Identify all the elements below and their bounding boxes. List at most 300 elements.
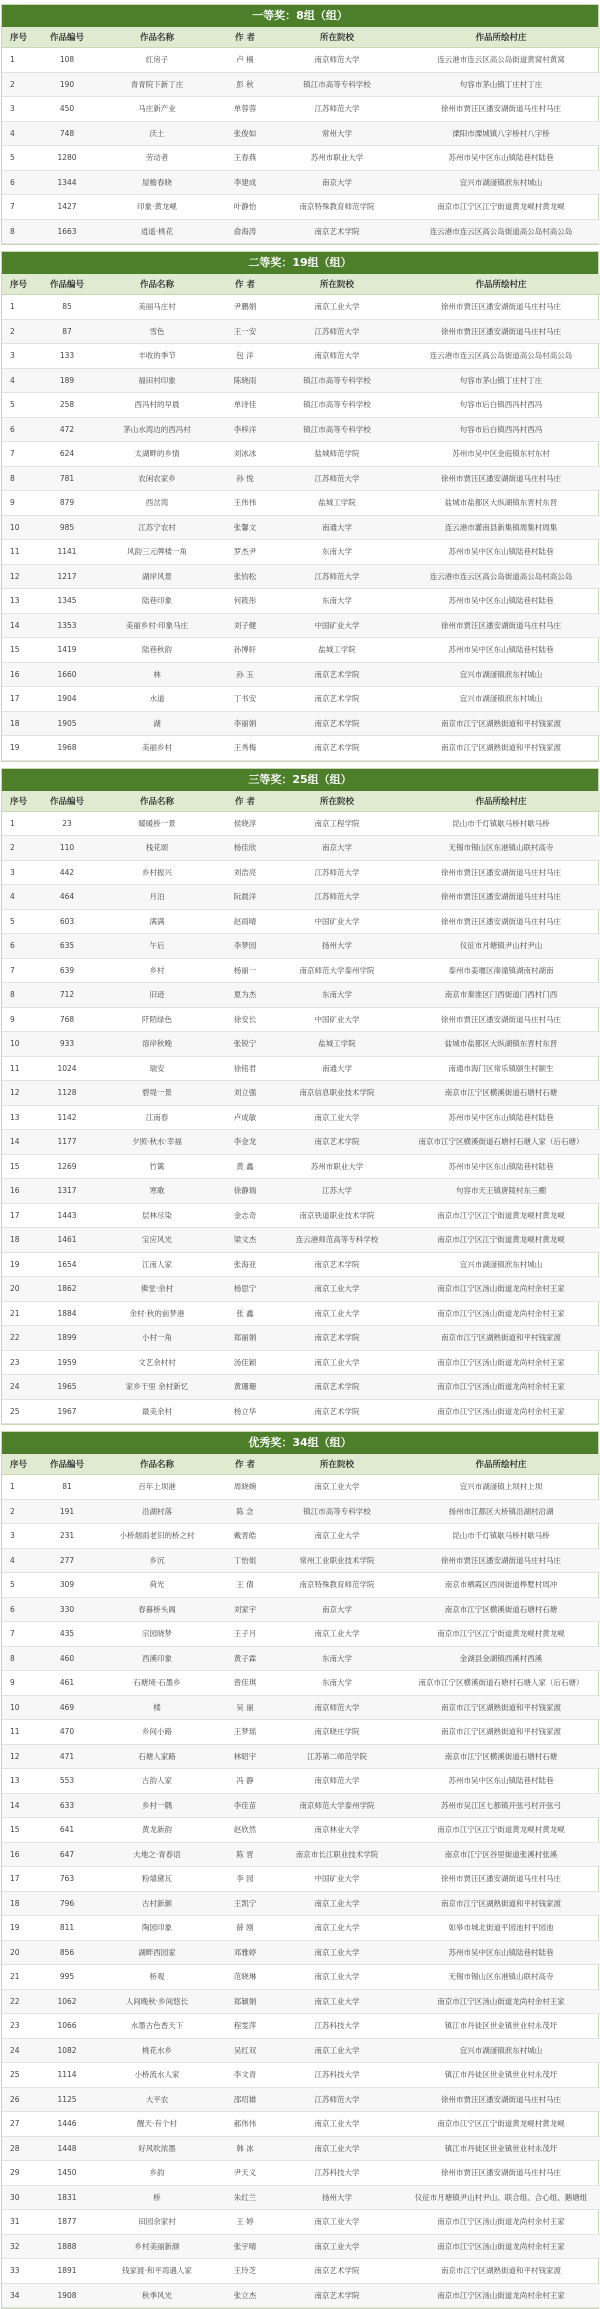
table-cell: 镇江市高等专科学校 [272, 1499, 402, 1524]
table-cell: 盐城市盐都区大纵湖镇东晋村东晋 [402, 491, 600, 516]
table-cell: 1448 [38, 2136, 96, 2161]
table-cell: 南京师范大学泰州学院 [272, 1793, 402, 1818]
table-cell: 472 [38, 417, 96, 442]
table-cell: 句容市后白镇西冯村西冯 [402, 393, 600, 418]
table-cell: 刘立强 [218, 1081, 272, 1106]
table-cell: 南京大学 [272, 836, 402, 861]
table-cell: 阡陌绿色 [96, 1007, 218, 1032]
table-cell: 1427 [38, 195, 96, 220]
table-cell: 苏州市吴中区东山镇陆巷村陆巷 [402, 1105, 600, 1130]
table-row [2, 540, 600, 565]
table-cell: 南京市江宁区湖熟街道和平村钱家渡 [402, 1891, 600, 1916]
table-cell: 南京工业大学 [272, 1916, 402, 1941]
column-header: 序号 [2, 274, 38, 295]
table-cell: 最美余村 [96, 1399, 218, 1424]
section-title: 一等奖：8组（组） [2, 5, 598, 27]
table-cell: 中国矿业大学 [272, 1007, 402, 1032]
table-cell: 南京工业大学 [272, 1891, 402, 1916]
table-cell: 1862 [38, 1277, 96, 1302]
table-cell: 连云港市连云区高公岛街道高公岛村高公岛 [402, 564, 600, 589]
table-cell: 191 [38, 1499, 96, 1524]
table-cell: 2 [2, 319, 38, 344]
table-cell: 王子月 [218, 1622, 272, 1647]
table-cell: 南京市江宁区湖熟街道和平村钱家渡 [402, 2259, 600, 2284]
table-cell: 13 [2, 589, 38, 614]
table-row [2, 466, 600, 491]
table-cell: 仪征市月塘镇尹山村尹山 [402, 934, 600, 959]
table-cell: 乡沉 [96, 1548, 218, 1573]
table-cell: 8 [2, 219, 38, 244]
table-cell: 34 [2, 2283, 38, 2308]
table-cell: 22 [2, 1989, 38, 2014]
table-header-row [2, 791, 600, 812]
table-cell: 南京市江宁区汤山街道龙尚村余村王家 [402, 1277, 600, 1302]
table-cell: 单诗佳 [218, 393, 272, 418]
table-cell: 14 [2, 613, 38, 638]
table-cell: 190 [38, 72, 96, 97]
table-cell: 13 [2, 1769, 38, 1794]
table-cell: 江南春 [96, 1105, 218, 1130]
table-cell: 南京艺术学院 [272, 711, 402, 736]
table-cell: 宜兴市湖滏镇洑东村城山 [402, 662, 600, 687]
table-cell: 宜兴市湖滏镇上坝村上坝 [402, 1475, 600, 1500]
table-row [2, 638, 600, 663]
table-cell: 杨立华 [218, 1399, 272, 1424]
table-row [2, 417, 600, 442]
table-cell: 如皋市城北街道平园池村平园池 [402, 1916, 600, 1941]
table-cell: 西溪印象 [96, 1646, 218, 1671]
table-cell: 人间晚秋·乡间悠长 [96, 1989, 218, 2014]
table-cell: 仪征市月塘镇尹山村尹山、联合组、合心组、鹅塘组 [402, 2185, 600, 2210]
table-cell: 旧迹 [96, 983, 218, 1008]
table-cell: 陆巷秋韵 [96, 638, 218, 663]
table-cell: 杨佳欣 [218, 836, 272, 861]
table-cell: 扬州大学 [272, 934, 402, 959]
table-cell: 32 [2, 2234, 38, 2259]
table-cell: 南京艺术学院 [272, 1399, 402, 1424]
table-cell: 王秀梅 [218, 736, 272, 761]
table-cell: 1446 [38, 2112, 96, 2137]
table-row [2, 564, 600, 589]
table-cell: 330 [38, 1597, 96, 1622]
table-row [2, 2112, 600, 2137]
table-cell: 23 [2, 1350, 38, 1375]
table-row [2, 1179, 600, 1204]
table-cell: 沃土 [96, 121, 218, 146]
table-row [2, 295, 600, 320]
table-row [2, 1842, 600, 1867]
table-cell: 宜兴市湖滏镇洑东村城山 [402, 1252, 600, 1277]
table-cell: 李 园 [218, 1867, 272, 1892]
table-cell: 镇江市高等专科学校 [272, 393, 402, 418]
table-cell: 乡间小路 [96, 1720, 218, 1745]
table-row [2, 1375, 600, 1400]
table-row [2, 368, 600, 393]
table-row [2, 909, 600, 934]
table-cell: 南京工业大学 [272, 1277, 402, 1302]
table-row [2, 1130, 600, 1155]
award-section [1, 4, 599, 245]
table-cell: 乡韵 [96, 2161, 218, 2186]
table-cell: 江苏师范大学 [272, 860, 402, 885]
table-cell: 余村·秋的前梦港 [96, 1301, 218, 1326]
table-cell: 639 [38, 958, 96, 983]
table-cell: 家乡干里 余村新忆 [96, 1375, 218, 1400]
table-cell: 南京师范大学 [272, 1769, 402, 1794]
table-cell: 南京市长江职业技术学院 [272, 1842, 402, 1867]
table-cell: 江苏第二师范学院 [272, 1744, 402, 1769]
table-cell: 雪色 [96, 319, 218, 344]
table-cell: 南京市江宁区汤山街道龙尚村余村王家 [402, 1350, 600, 1375]
table-cell: 南京艺术学院 [272, 736, 402, 761]
column-header: 作 者 [218, 27, 272, 48]
table-cell: 王凯宁 [218, 1891, 272, 1916]
table-cell: 3 [2, 860, 38, 885]
table-cell: 460 [38, 1646, 96, 1671]
table-cell: 1114 [38, 2063, 96, 2088]
table-cell: 邵绍雄 [218, 2087, 272, 2112]
table-cell: 连云港市连云区高公岛街道高公岛村高公岛 [402, 219, 600, 244]
table-cell: 南通市海门区常乐镇颐生村颐生 [402, 1056, 600, 1081]
table-cell: 李佳苗 [218, 1793, 272, 1818]
table-cell: 江苏师范大学 [272, 2087, 402, 2112]
table-cell: 瑞安 [96, 1056, 218, 1081]
table-cell: 18 [2, 1891, 38, 1916]
table-cell: 南京特殊教育师范学院 [272, 195, 402, 220]
table-cell: 水墨古色香天下 [96, 2014, 218, 2039]
table-cell: 8 [2, 466, 38, 491]
table-row [2, 1154, 600, 1179]
table-cell: 9 [2, 491, 38, 516]
table-row [2, 2234, 600, 2259]
table-cell: 金湖县金湖镇西溪村西溪 [402, 1646, 600, 1671]
table-cell: 1967 [38, 1399, 96, 1424]
table-cell: 1908 [38, 2283, 96, 2308]
table-cell: 25 [2, 1399, 38, 1424]
table-cell: 1419 [38, 638, 96, 663]
column-header: 作 者 [218, 791, 272, 812]
table-cell: 夏为杰 [218, 983, 272, 1008]
table-cell: 南京市江宁区汤山街道龙尚村余村王家 [402, 1989, 600, 2014]
table-cell: 东南大学 [272, 1671, 402, 1696]
table-cell: 杨丽一 [218, 958, 272, 983]
table-cell: 沿湖村落 [96, 1499, 218, 1524]
table-cell: 彭 秋 [218, 72, 272, 97]
table-cell: 陈 念 [218, 1499, 272, 1524]
table-cell: 东南大学 [272, 983, 402, 1008]
table-cell: 午后 [96, 934, 218, 959]
table-cell: 江苏师范大学 [272, 564, 402, 589]
table-cell: 435 [38, 1622, 96, 1647]
column-header: 作品编号 [38, 791, 96, 812]
table-cell: 包 洋 [218, 344, 272, 369]
column-header: 所在院校 [272, 1454, 402, 1475]
table-row [2, 1793, 600, 1818]
table-cell: 15 [2, 1818, 38, 1843]
table-cell: 南京市江宁区汤山街道龙尚村余村王家 [402, 2210, 600, 2235]
table-cell: 竹篱 [96, 1154, 218, 1179]
table-cell: 茅山水湾边的西冯村 [96, 417, 218, 442]
column-header: 作 者 [218, 1454, 272, 1475]
table-cell: 丁书安 [218, 687, 272, 712]
table-cell: 5 [2, 393, 38, 418]
table-cell: 陶园印象 [96, 1916, 218, 1941]
section-title: 三等奖：25组（组） [2, 769, 598, 791]
table-cell: 杨思宁 [218, 1277, 272, 1302]
column-header: 作品所绘村庄 [402, 791, 600, 812]
table-cell: 1142 [38, 1105, 96, 1130]
table-cell: 寒歌 [96, 1179, 218, 1204]
table-cell: 刘家宇 [218, 1597, 272, 1622]
table-cell: 16 [2, 1179, 38, 1204]
table-row [2, 97, 600, 122]
table-cell: 3 [2, 97, 38, 122]
table-cell: 16 [2, 662, 38, 687]
table-cell: 南京特殊教育师范学院 [272, 1573, 402, 1598]
table-row [2, 1326, 600, 1351]
table-cell: 江苏师范大学 [272, 97, 402, 122]
table-cell: 南京师范大学 [272, 344, 402, 369]
table-cell: 133 [38, 344, 96, 369]
table-cell: 镇江市高等专科学校 [272, 368, 402, 393]
table-cell: 1877 [38, 2210, 96, 2235]
table-row [2, 2087, 600, 2112]
table-cell: 87 [38, 319, 96, 344]
table-cell: 苏州市吴中区东山镇陆巷村陆巷 [402, 1154, 600, 1179]
table-cell: 扬州市江都区大桥镇沿湖村沿湖 [402, 1499, 600, 1524]
table-cell: 1345 [38, 589, 96, 614]
table-cell: 郑颖娟 [218, 1989, 272, 2014]
table-row [2, 1499, 600, 1524]
table-cell: 徐州市贾汪区潘安湖街道马庄村马庄 [402, 1867, 600, 1892]
table-cell: 宝应风光 [96, 1228, 218, 1253]
award-section [1, 768, 599, 1426]
table-cell: 徐州市贾汪区潘安湖街道马庄村马庄 [402, 2087, 600, 2112]
table-row [2, 1475, 600, 1500]
table-cell: 盐城市盐都区大纵湖镇东晋村东晋 [402, 1032, 600, 1057]
column-header: 序号 [2, 27, 38, 48]
table-cell: 徐安长 [218, 1007, 272, 1032]
table-header-row [2, 274, 600, 295]
table-cell: 南京市江宁区湖熟街道和平村钱家渡 [402, 1326, 600, 1351]
table-cell: 风韵三元牌楼一角 [96, 540, 218, 565]
table-cell: 995 [38, 1965, 96, 1990]
table-cell: 张馨文 [218, 515, 272, 540]
column-header: 作品名称 [96, 274, 218, 295]
table-cell: 16 [2, 1842, 38, 1867]
table-cell: 21 [2, 1301, 38, 1326]
table-row [2, 195, 600, 220]
table-cell: 南京工业大学 [272, 2234, 402, 2259]
table-cell: 1660 [38, 662, 96, 687]
table-cell: 韩 冰 [218, 2136, 272, 2161]
table-row [2, 2210, 600, 2235]
table-cell: 大地之·青春语 [96, 1842, 218, 1867]
table-cell: 7 [2, 1622, 38, 1647]
table-cell: 东南大学 [272, 589, 402, 614]
table-cell: 南京工业大学 [272, 2210, 402, 2235]
table-cell: 768 [38, 1007, 96, 1032]
table-cell: 6 [2, 1597, 38, 1622]
table-cell: 湖 [96, 711, 218, 736]
table-cell: 句容市后白镇西冯村西冯 [402, 417, 600, 442]
table-row [2, 1965, 600, 1990]
table-cell: 南通大学 [272, 1056, 402, 1081]
table-cell: 1317 [38, 1179, 96, 1204]
table-cell: 镇江市高等专科学校 [272, 417, 402, 442]
table-cell: 20 [2, 1940, 38, 1965]
table-cell: 红房子 [96, 48, 218, 73]
table-cell: 徐州市贾汪区潘安湖街道马庄村马庄 [402, 613, 600, 638]
table-row [2, 958, 600, 983]
table-cell: 暖暖桥一景 [96, 811, 218, 836]
table-cell: 春暮桥头阁 [96, 1597, 218, 1622]
table-cell: 田园余家村 [96, 2210, 218, 2235]
column-header: 作 者 [218, 274, 272, 295]
table-cell: 江南人家 [96, 1252, 218, 1277]
table-row [2, 1548, 600, 1573]
table-cell: 1177 [38, 1130, 96, 1155]
table-cell: 徐州市贾汪区潘安湖街道马庄村马庄 [402, 2161, 600, 2186]
table-cell: 桥 [96, 2185, 218, 2210]
table-cell: 赵欣然 [218, 1818, 272, 1843]
table-cell: 4 [2, 885, 38, 910]
column-header: 所在院校 [272, 791, 402, 812]
table-cell: 江苏宁农村 [96, 515, 218, 540]
table-cell: 宜兴市湖滏镇洑东村城山 [402, 170, 600, 195]
table-cell: 溶岸秋晚 [96, 1032, 218, 1057]
table-cell: 黄珊珊 [218, 1375, 272, 1400]
table-cell: 南京工业大学 [272, 295, 402, 320]
table-cell: 南京艺术学院 [272, 2259, 402, 2284]
table-cell: 范晓琳 [218, 1965, 272, 1990]
table-cell: 南京工业大学 [272, 1965, 402, 1990]
table-cell: 南京市江宁区湖熟街道和平村钱家渡 [402, 1695, 600, 1720]
table-cell: 徐州市贾汪区潘安湖街道马庄村马庄 [402, 860, 600, 885]
table-row [2, 170, 600, 195]
table-cell: 633 [38, 1793, 96, 1818]
table-cell: 盐城工学院 [272, 1032, 402, 1057]
table-row [2, 687, 600, 712]
table-cell: 15 [2, 1154, 38, 1179]
table-cell: 南京市江宁区江宁街道黄龙岘村黄龙岘 [402, 195, 600, 220]
table-header-row [2, 27, 600, 48]
table-cell: 85 [38, 295, 96, 320]
table-cell: 盐城工学院 [272, 638, 402, 663]
table-cell: 屋檐春晓 [96, 170, 218, 195]
table-row [2, 1524, 600, 1549]
table-cell: 南京林业大学 [272, 1818, 402, 1843]
table-cell: 百年上坝港 [96, 1475, 218, 1500]
table-cell: 1 [2, 48, 38, 73]
section-title: 优秀奖：34组（组） [2, 1432, 598, 1454]
table-cell: 徐静瑞 [218, 1179, 272, 1204]
table-cell: 曾佳琪 [218, 1671, 272, 1696]
table-cell: 王梦瑶 [218, 1720, 272, 1745]
table-cell: 夕照·秋水·幸福 [96, 1130, 218, 1155]
table-cell: 23 [2, 2014, 38, 2039]
table-cell: 薛 刚 [218, 1916, 272, 1941]
table-cell: 句容市天王镇唐陵村东三棚 [402, 1179, 600, 1204]
table-cell: 美丽乡村·印象马庄 [96, 613, 218, 638]
table-row [2, 1916, 600, 1941]
table-cell: 南京市江宁区横溪街道石塘村石塘 [402, 1081, 600, 1106]
table-cell: 朱红兰 [218, 2185, 272, 2210]
table-cell: 1654 [38, 1252, 96, 1277]
table-row [2, 146, 600, 171]
table-cell: 南京工业大学 [272, 2038, 402, 2063]
table-cell: 西岔湾 [96, 491, 218, 516]
table-cell: 陈晓雨 [218, 368, 272, 393]
table-cell: 31 [2, 2210, 38, 2235]
table-cell: 李梦园 [218, 934, 272, 959]
table-cell: 南京大学 [272, 1597, 402, 1622]
table-cell: 4 [2, 368, 38, 393]
table-row [2, 2014, 600, 2039]
table-row [2, 1301, 600, 1326]
table-cell: 张宇晴 [218, 2234, 272, 2259]
table-cell: 1899 [38, 1326, 96, 1351]
table-cell: 1 [2, 811, 38, 836]
table-cell: 无锡市锡山区东港镇山联村高寺 [402, 836, 600, 861]
table-row [2, 491, 600, 516]
table-cell: 22 [2, 1326, 38, 1351]
table-cell: 尹天义 [218, 2161, 272, 2186]
table-row [2, 344, 600, 369]
table-cell: 层林尽染 [96, 1203, 218, 1228]
table-cell: 盐城师范学院 [272, 442, 402, 467]
table-cell: 10 [2, 515, 38, 540]
table-cell: 佛堂·余村 [96, 1277, 218, 1302]
table-cell: 1904 [38, 687, 96, 712]
table-cell: 苏州市职业大学 [272, 146, 402, 171]
table-cell: 吴红双 [218, 2038, 272, 2063]
table-cell: 中国矿业大学 [272, 613, 402, 638]
table-cell: 30 [2, 2185, 38, 2210]
table-cell: 王一安 [218, 319, 272, 344]
table-cell: 17 [2, 1203, 38, 1228]
table-cell: 19 [2, 1252, 38, 1277]
table-cell: 江苏师范大学 [272, 885, 402, 910]
table-cell: 3 [2, 1524, 38, 1549]
table-cell: 南京师范大学 [272, 48, 402, 73]
table-row [2, 1081, 600, 1106]
table-cell: 徐铭君 [218, 1056, 272, 1081]
table-cell: 南京艺术学院 [272, 687, 402, 712]
table-row [2, 72, 600, 97]
table-cell: 7 [2, 195, 38, 220]
table-cell: 常州大学 [272, 121, 402, 146]
award-table [2, 27, 600, 244]
table-cell: 13 [2, 1105, 38, 1130]
table-cell: 江苏科技大学 [272, 2063, 402, 2088]
table-cell: 小桥烟雨老旧的桥之村 [96, 1524, 218, 1549]
table-cell: 江苏科技大学 [272, 2161, 402, 2186]
table-cell: 石塘境·石墨乡 [96, 1671, 218, 1696]
table-row [2, 613, 600, 638]
table-row [2, 1671, 600, 1696]
table-row [2, 1203, 600, 1228]
table-cell: 张 鑫 [218, 1301, 272, 1326]
table-row [2, 1744, 600, 1769]
table-cell: 徐州市贾汪区潘安湖街道马庄村马庄 [402, 885, 600, 910]
table-row [2, 983, 600, 1008]
table-cell: 4 [2, 121, 38, 146]
table-cell: 南京市江宁区江宁街道黄龙岘村黄龙岘 [402, 1818, 600, 1843]
table-cell: 1461 [38, 1228, 96, 1253]
table-row [2, 736, 600, 761]
table-cell: 金志奇 [218, 1203, 272, 1228]
